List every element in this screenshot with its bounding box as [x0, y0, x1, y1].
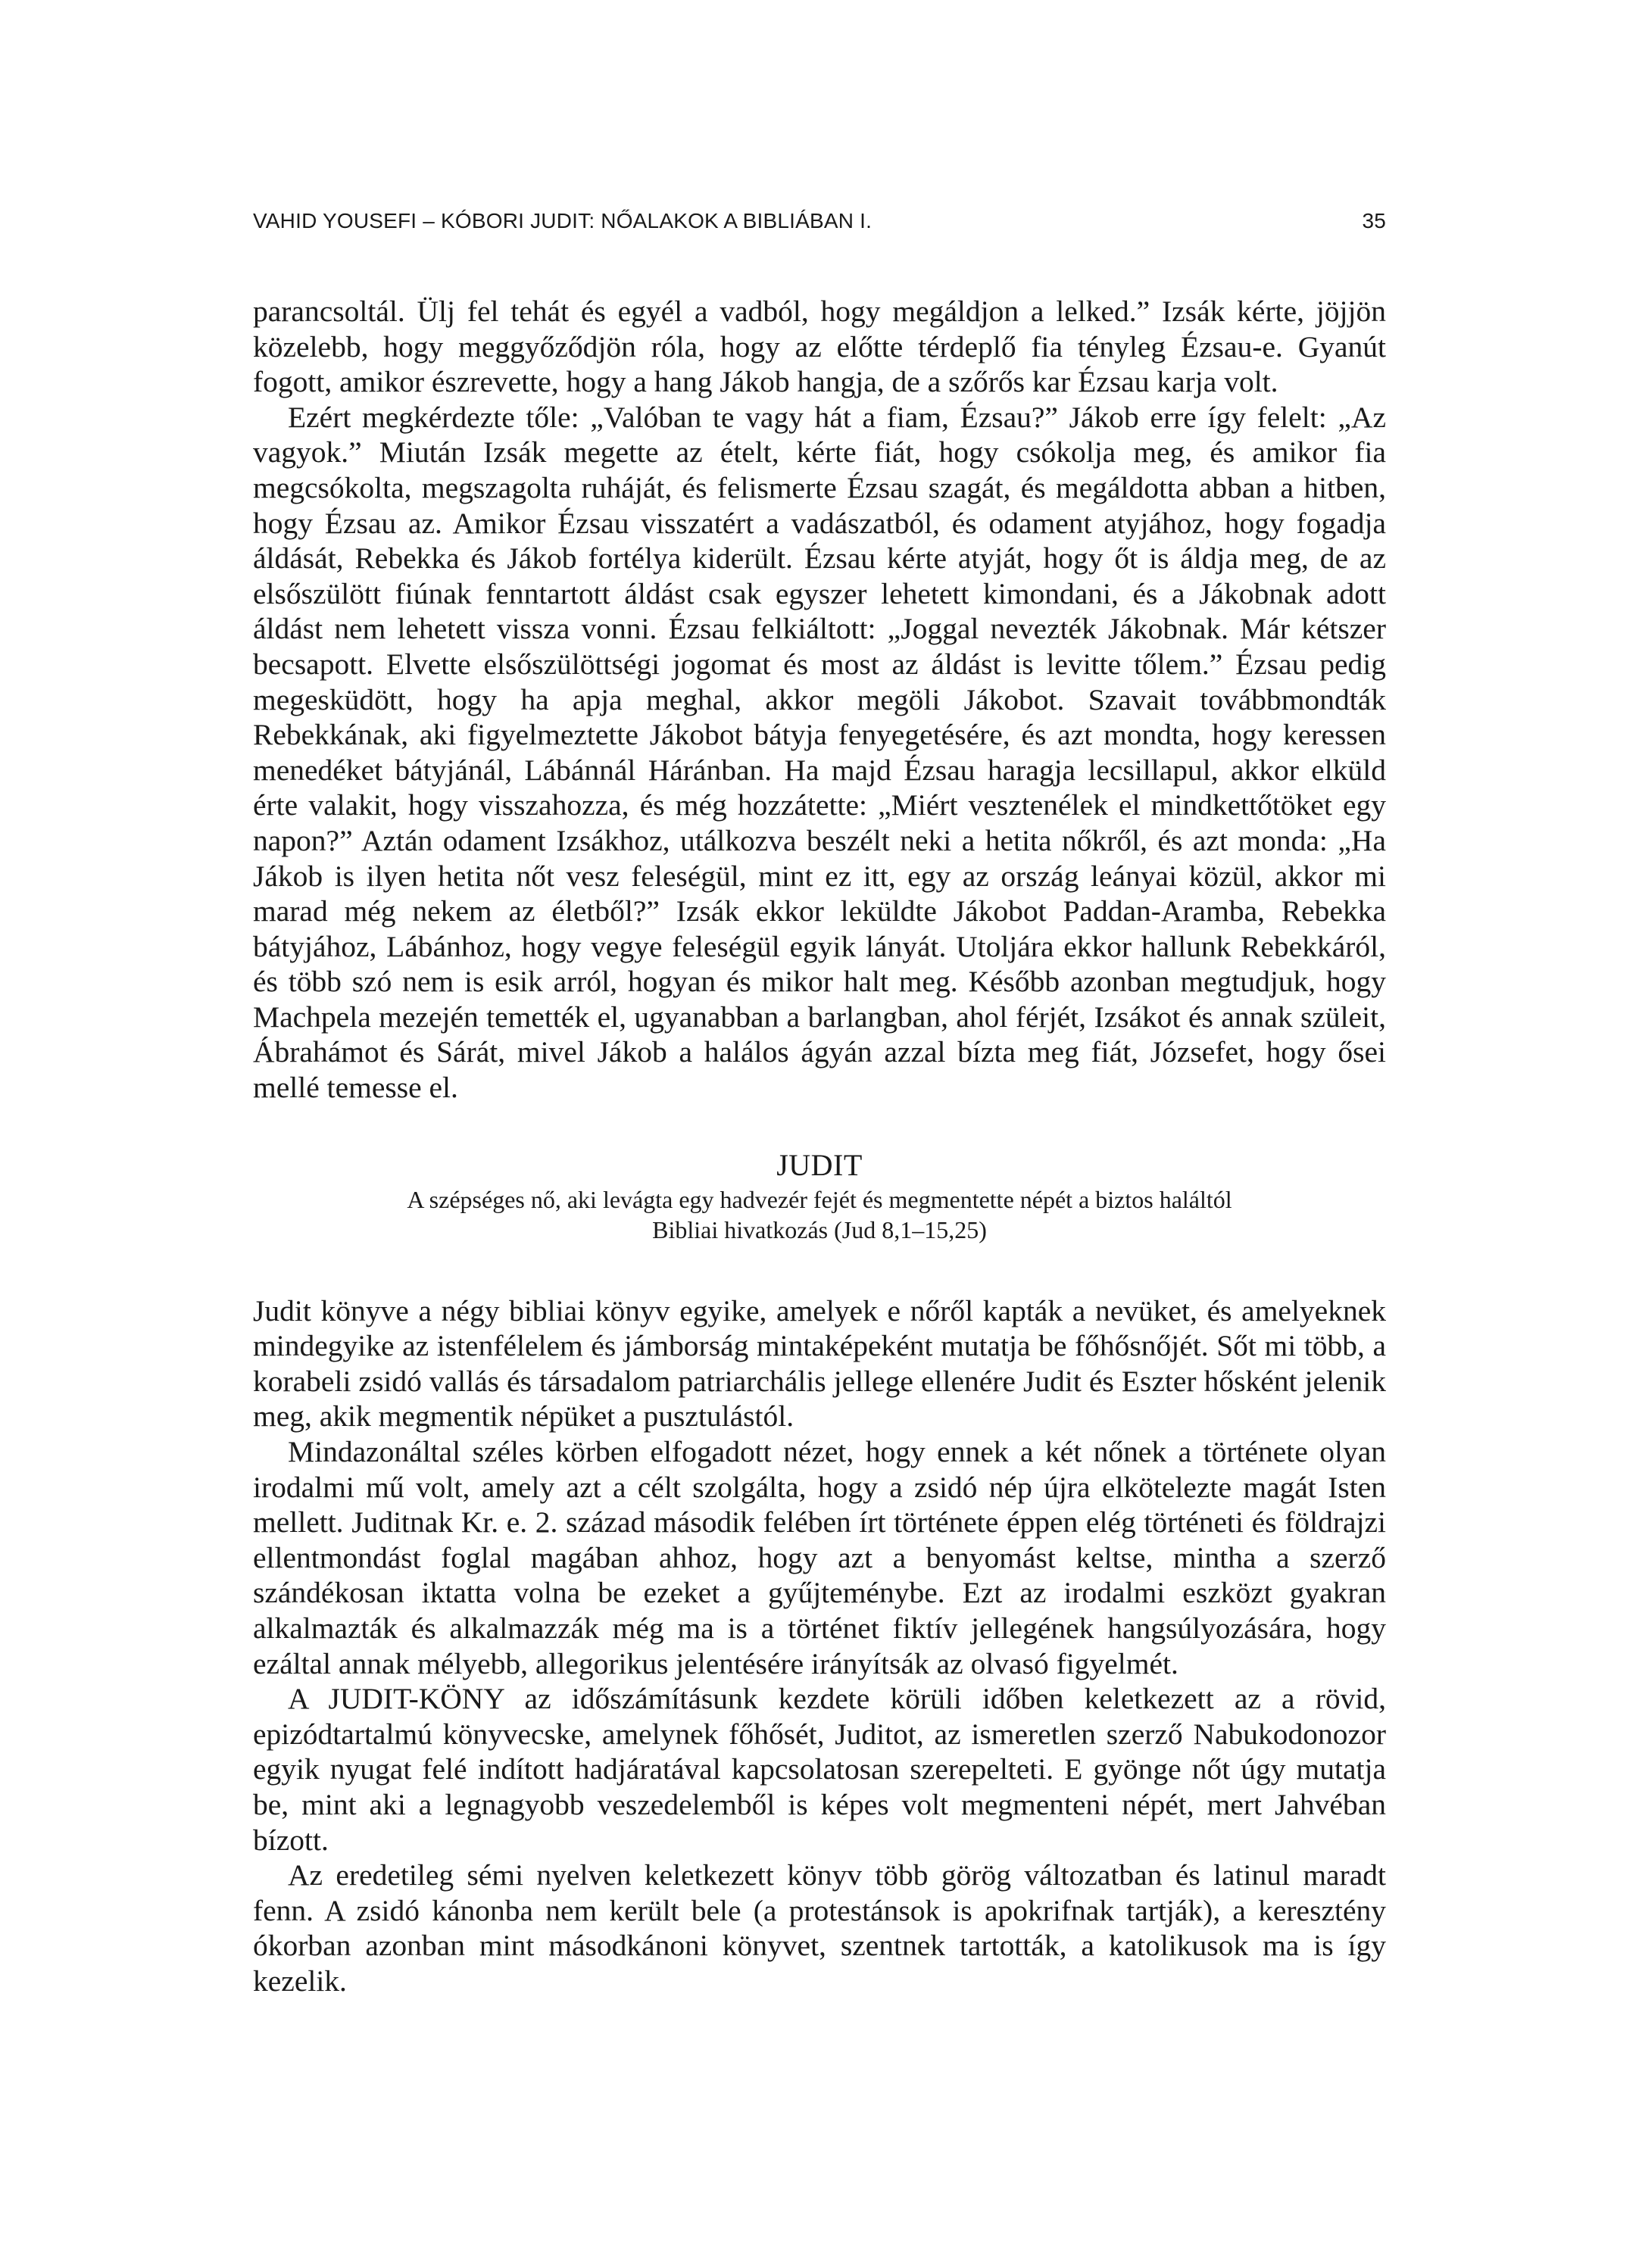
body-paragraph: Az eredetileg sémi nyelven keletkezett könyv több görög változatban és latinul maradt fenn. A zsidó kánonba nem került bele (a protestánsok is apokrifnak tartják), a keresztény ókorban azonban mint másodkánoni könyvet, szentnek tartották, a katolikusok ma is így kezelik. [253, 1858, 1386, 1998]
page-body [253, 294, 1386, 1999]
running-header [253, 206, 1386, 236]
section-subtitle: A szépséges nő, aki levágta egy hadvezér fejét és megmentette népét a biztos haláltól [407, 1185, 1232, 1213]
page-number: 35 [1362, 209, 1386, 232]
section-title: JUDIT [776, 1147, 863, 1182]
section-heading [253, 1146, 1386, 1245]
running-title: VAHID YOUSEFI – KÓBORI JUDIT: NŐALAKOK A BIBLIÁBAN I. [253, 209, 873, 232]
bible-reference: Bibliai hivatkozás (Jud 8,1–15,25) [652, 1215, 987, 1243]
body-paragraph: Ezért megkérdezte tőle: „Valóban te vagy hát a fiam, Ézsau?” Jákob erre így felelt: „Az vagyok.” Miután Izsák megette az ételt, kérte fiát, hogy csókolja meg, és amikor fia megcsókolta, megszagolta ruháját, és felismerte Ézsau szagát, és megáldotta abban a hitben, hogy Ézsau az. Amikor Ézsau visszatért a vadászatból, és odament atyjához, hogy fogadja áldását, Rebekka és Jákob fortélya kiderült. Ézsau kérte atyját, hogy őt is áldja meg, de az elsőszülött fiúnak fenntartott áldást csak egyszer lehetett kimondani, és a Jákobnak adott áldást nem lehetett vissza vonni. Ézsau felkiáltott: „Joggal nevezték Jákobnak. Már kétszer becsapott. Elvette elsőszülöttségi jogomat és most az áldást is levitte tőlem.” Ézsau pedig megesküdött, hogy ha apja meghal, akkor megöli Jákobot. Szavait továbbmondták Rebekkának, aki figyelmeztette Jákobot bátyja fenyegetésére, és azt mondta, hogy keressen menedéket bátyjánál, Lábánnál Háránban. Ha majd Ézsau haragja lecsillapul, akkor elküld érte valakit, hogy visszahozza, és még hozzátette: „Miért vesztenélek el mindkettőtöket egy napon?” Aztán odament Izsákhoz, utálkozva beszélt neki a hetita nőkről, és azt monda: „Ha Jákob is ilyen hetita nőt vesz feleségül, mint ez itt, egy az ország leányai közül, akkor mi marad még nekem az életből?” Izsák ekkor leküldte Jákobot Paddan-Aramba, Rebekka bátyjához, Lábánhoz, hogy vegye feleségül egyik lányát. Utoljára ekkor hallunk Rebekkáról, és több szó nem is esik arról, hogyan és mikor halt meg. Később azonban megtudjuk, hogy Machpela mezején temették el, ugyanabban a barlangban, ahol férjét, Izsákot és annak szüleit, Ábrahámot és Sárát, mivel Jákob a halálos ágyán azzal bízta meg fiát, Józsefet, hogy ősei mellé temesse el. [253, 400, 1386, 1105]
body-paragraph: A JUDIT-KÖNY az időszámításunk kezdete körüli időben keletkezett az a rövid, epizódtartalmú könyvecske, amelynek főhősét, Juditot, az ismeretlen szerző Nabukodonozor egyik nyugat felé indított hadjáratával kapcsolatosan szerepelteti. E gyönge nőt úgy mutatja be, mint aki a legnagyobb veszedelemből is képes volt megmenteni népét, mert Jahvéban bízott. [253, 1682, 1386, 1857]
body-paragraph: parancsoltál. Ülj fel tehát és egyél a vadból, hogy megáldjon a lelked.” Izsák kérte, jöjjön közelebb, hogy meggyőződjön róla, hogy az előtte térdeplő fia tényleg Ézsau-e. Gyanút fogott, amikor észrevette, hogy a hang Jákob hangja, de a szőrős kar Ézsau karja volt. [253, 295, 1386, 399]
body-paragraph: Judit könyve a négy bibliai könyv egyike, amelyek e nőről kapták a nevüket, és amelyeknek mindegyike az istenfélelem és jámborság mintaképeként mutatja be főhősnőjét. Sőt mi több, a korabeli zsidó vallás és társadalom patriarchális jellege ellenére Judit és Eszter hősként jelenik meg, akik megmentik népüket a pusztulástól. [253, 1293, 1386, 1433]
body-paragraph: Mindazonáltal széles körben elfogadott nézet, hogy ennek a két nőnek a története olyan irodalmi mű volt, amely azt a célt szolgálta, hogy a zsidó nép újra elkötelezte magát Isten mellett. Juditnak Kr. e. 2. század második felében írt története éppen elég történeti és földrajzi ellentmondást foglal magában ahhoz, hogy azt a benyomást keltse, mintha a szerző szándékosan iktatta volna be ezeket a gyűjteménybe. Ezt az irodalmi eszközt gyakran alkalmazták és alkalmazzák még ma is a történet fiktív jellegének hangsúlyozására, hogy ezáltal annak mélyebb, allegorikus jelentésére irányítsák az olvasó figyelmét. [253, 1435, 1386, 1680]
